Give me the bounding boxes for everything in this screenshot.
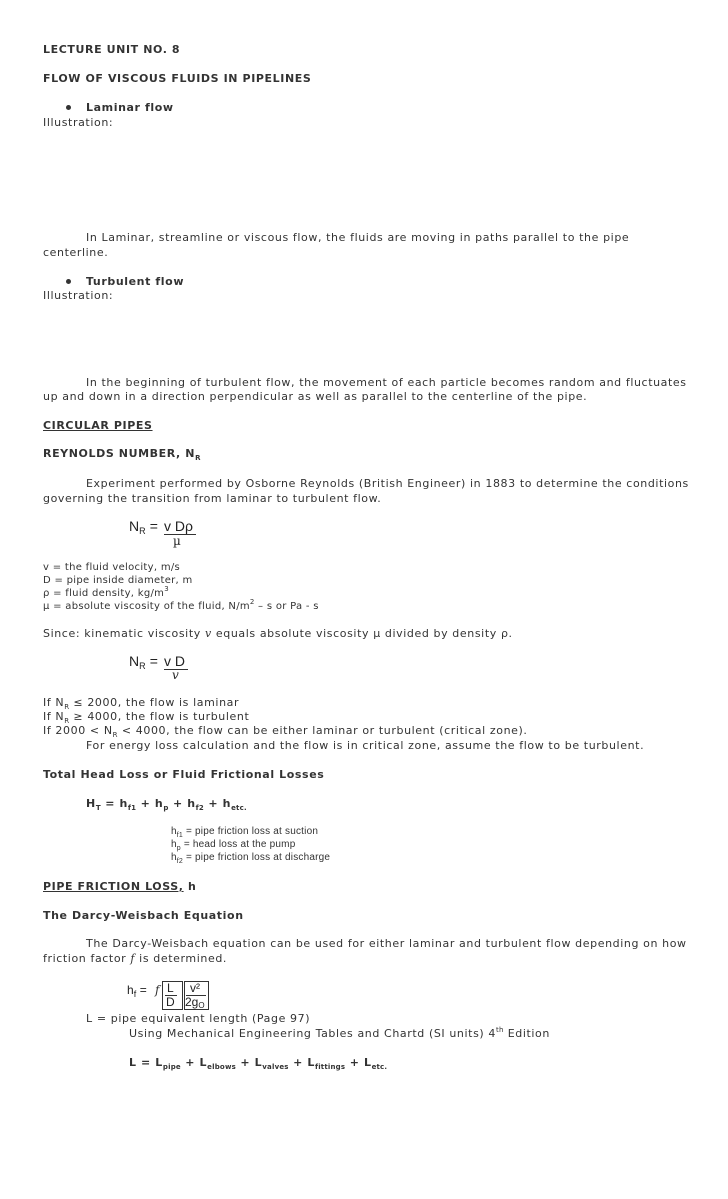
turbulent-paragraph-line: In the beginning of turbulent flow, the movement of each particle becomes random and fluctuates xyxy=(86,376,687,389)
definition-pump-loss: $h_p$ = head loss at the pump xyxy=(171,839,296,852)
definition-diameter: D = pipe inside diameter, m xyxy=(43,575,193,586)
darcy-friction-factor: f xyxy=(155,983,161,997)
darcy-heading: The Darcy-Weisbach Equation xyxy=(43,909,244,922)
document-title: FLOW OF VISCOUS FLUIDS IN PIPELINES xyxy=(43,72,312,85)
laminar-paragraph-line: centerline. xyxy=(43,246,109,259)
critical-zone-note: For energy loss calculation and the flow is in critical zone, assume the flow to be turbulent. xyxy=(86,739,645,752)
reynolds-paragraph-line: governing the transition from laminar to turbulent flow. xyxy=(43,492,382,505)
condition-laminar: If $N_R \le 2000$, the flow is laminar xyxy=(43,696,240,711)
reynolds-kinematic-lhs: $N_R$ = xyxy=(129,653,162,671)
reynolds-equation-numerator: v Dρ xyxy=(164,518,193,534)
reynolds-paragraph-line: Experiment performed by Osborne Reynolds (British Engineer) in 1883 to determine the conditions xyxy=(86,477,689,490)
condition-critical: If $2000 < N_R < 4000$, the flow can be either laminar or turbulent (critical zone). xyxy=(43,724,528,739)
turbulent-paragraph-line: up and down in a direction perpendicular as well as parallel to the centerline of the pipe. xyxy=(43,390,588,403)
darcy-equation-lhs: $h_f$ = xyxy=(127,983,151,999)
turbulent-bullet-label: Turbulent flow xyxy=(86,275,185,288)
pipe-friction-heading: PIPE FRICTION LOSS, h xyxy=(43,880,197,893)
lecture-unit-heading: LECTURE UNIT NO. 8 xyxy=(43,43,181,56)
definition-suction-loss: $h_{f1}$ = pipe friction loss at suction xyxy=(171,826,319,839)
reynolds-kinematic-numerator: v D xyxy=(164,653,185,669)
equivalent-length-definition: L = pipe equivalent length (Page 97) xyxy=(86,1012,311,1025)
darcy-paragraph-line: The Darcy-Weisbach equation can be used for either laminar and turbulent flow depending on how xyxy=(86,937,687,950)
head-loss-heading: Total Head Loss or Fluid Frictional Losses xyxy=(43,768,325,781)
reynolds-heading: REYNOLDS NUMBER, $N_R$ xyxy=(43,447,201,462)
bracket-right xyxy=(206,981,209,1010)
definition-viscosity: µ = absolute viscosity of the fluid, $N/m^2$ – s or Pa - s xyxy=(43,598,319,612)
circular-pipes-heading: CIRCULAR PIPES xyxy=(43,419,153,432)
bullet-icon xyxy=(66,105,71,110)
darcy-paragraph-line: friction factor f is determined. xyxy=(43,952,227,965)
reynolds-equation-lhs: $N_R$ = xyxy=(129,518,162,536)
bracket-right xyxy=(178,981,183,1010)
turbulent-illustration-label: Illustration: xyxy=(43,289,114,302)
darcy-gravity: 2gO xyxy=(185,995,205,1010)
bullet-icon xyxy=(66,279,71,284)
laminar-illustration-label: Illustration: xyxy=(43,116,114,129)
laminar-paragraph-line: In Laminar, streamline or viscous flow, the fluids are moving in paths parallel to the pipe xyxy=(86,231,630,244)
head-loss-equation: $H_T = h_{f1} + h_p + h_{f2} + h_{etc.}$ xyxy=(86,797,247,812)
darcy-velocity-squared: v² xyxy=(190,981,200,995)
definition-density: ρ = fluid density, $kg/m^3$ xyxy=(43,585,169,599)
reynolds-equation-denominator: µ xyxy=(173,534,181,548)
condition-turbulent: If $N_R \ge 4000$, the flow is turbulent xyxy=(43,710,250,725)
reference-text: Using Mechanical Engineering Tables and Chartd (SI units) 4th Edition xyxy=(129,1026,550,1040)
laminar-bullet-label: Laminar flow xyxy=(86,101,174,114)
definition-velocity: v = the fluid velocity, m/s xyxy=(43,562,181,573)
kinematic-viscosity-note: Since: kinematic viscosity v equals absolute viscosity µ divided by density ρ. xyxy=(43,627,513,640)
definition-discharge-loss: $h_{f2}$ = pipe friction loss at discharge xyxy=(171,852,331,865)
darcy-diameter: D xyxy=(166,995,175,1009)
equivalent-length-equation: $L = L_{pipe} + L_{elbows} + L_{valves} + L_{fittings} + L_{etc.}$ xyxy=(129,1056,388,1071)
reynolds-kinematic-denominator: v xyxy=(172,668,179,682)
darcy-length: L xyxy=(167,981,174,995)
